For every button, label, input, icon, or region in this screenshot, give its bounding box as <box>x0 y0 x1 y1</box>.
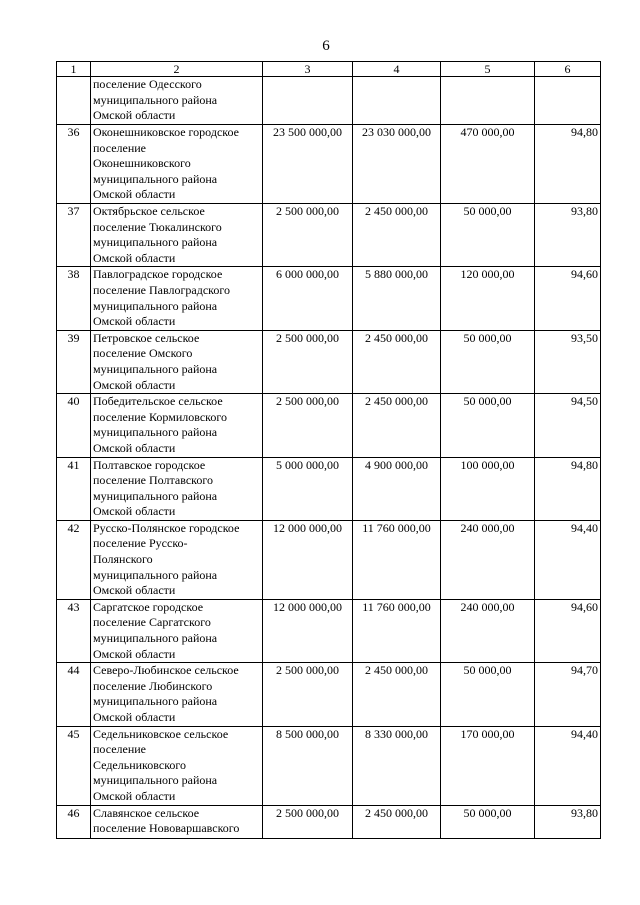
amount-col5: 240 000,00 <box>441 520 535 599</box>
settlement-name-line: муниципального района <box>93 773 218 788</box>
settlement-name-line: муниципального района <box>93 488 218 503</box>
settlement-name <box>91 77 263 125</box>
settlement-name <box>91 204 263 267</box>
table-row <box>57 457 601 520</box>
row-number: 36 <box>57 125 91 204</box>
settlement-name-line: Омской области <box>93 250 176 265</box>
settlement-name-line: муниципального района <box>93 425 218 440</box>
amount-col5: 170 000,00 <box>441 726 535 805</box>
amount-col5: 100 000,00 <box>441 457 535 520</box>
amount-col3 <box>263 77 353 125</box>
amount-col3: 2 500 000,00 <box>263 805 353 838</box>
settlement-name-line: Славянское сельское <box>93 805 200 820</box>
settlement-name-line: поселение <box>93 140 147 155</box>
amount-col4: 11 760 000,00 <box>353 520 441 599</box>
amount-col4: 8 330 000,00 <box>353 726 441 805</box>
percent-value: 93,50 <box>535 330 601 393</box>
settlement-name <box>91 125 263 204</box>
amount-col5: 50 000,00 <box>441 204 535 267</box>
row-number: 45 <box>57 726 91 805</box>
amount-col3: 12 000 000,00 <box>263 520 353 599</box>
row-number: 44 <box>57 663 91 726</box>
amount-col5: 50 000,00 <box>441 663 535 726</box>
settlement-name-line: Павлоградское городское <box>93 267 223 282</box>
row-number <box>57 77 91 125</box>
table-row <box>57 204 601 267</box>
amount-col3: 2 500 000,00 <box>263 663 353 726</box>
amount-col4: 5 880 000,00 <box>353 267 441 330</box>
table-row <box>57 267 601 330</box>
settlement-name-line: Оконешниковского <box>93 156 191 171</box>
settlement-name-line: муниципального района <box>93 235 218 250</box>
row-number: 39 <box>57 330 91 393</box>
row-number: 37 <box>57 204 91 267</box>
settlement-name-line: Октябрьское сельское <box>93 204 205 218</box>
settlement-name-line: поселение Нововаршавского <box>93 821 240 836</box>
column-header: 5 <box>441 62 535 77</box>
amount-col4: 2 450 000,00 <box>353 394 441 457</box>
settlement-name-line: муниципального района <box>93 567 218 582</box>
settlement-name-line: Саргатское городское <box>93 599 204 614</box>
column-header: 2 <box>91 62 263 77</box>
percent-value: 94,40 <box>535 726 601 805</box>
settlement-name-line: Омской области <box>93 710 176 725</box>
row-number: 40 <box>57 394 91 457</box>
amount-col5 <box>441 77 535 125</box>
settlement-name <box>91 267 263 330</box>
settlement-name-line: поселение Полтавского <box>93 473 213 488</box>
settlement-name <box>91 330 263 393</box>
amount-col4: 2 450 000,00 <box>353 663 441 726</box>
settlement-name-line: Северо-Любинское сельское <box>93 663 239 678</box>
row-number: 46 <box>57 805 91 838</box>
amount-col4: 11 760 000,00 <box>353 599 441 662</box>
settlement-name-line: Омской области <box>93 187 176 202</box>
settlement-name-line: Полтавское городское <box>93 457 206 472</box>
column-header: 3 <box>263 62 353 77</box>
row-number: 43 <box>57 599 91 662</box>
settlement-name-line: Полянского <box>93 552 153 567</box>
settlement-name-line: муниципального района <box>93 361 218 376</box>
settlement-name <box>91 520 263 599</box>
settlement-name-line: поселение Омского <box>93 346 193 361</box>
column-header: 4 <box>353 62 441 77</box>
settlement-name-line: муниципального района <box>93 92 218 107</box>
table-row <box>57 520 601 599</box>
distribution-table <box>56 61 601 839</box>
amount-col3: 12 000 000,00 <box>263 599 353 662</box>
table-row <box>57 125 601 204</box>
settlement-name-line: Седельниковское сельское <box>93 726 229 741</box>
table-row <box>57 805 601 838</box>
settlement-name-line: Победительское сельское <box>93 394 223 409</box>
settlement-name-line: Омской области <box>93 108 176 123</box>
settlement-name-line: поселение Павлоградского <box>93 282 231 297</box>
settlement-name-line: Оконешниковское городское <box>93 125 239 139</box>
settlement-name-line: муниципального района <box>93 631 218 646</box>
table-row <box>57 663 601 726</box>
percent-value: 94,40 <box>535 520 601 599</box>
column-header: 1 <box>57 62 91 77</box>
settlement-name-line: поселение Саргатского <box>93 615 211 630</box>
table-row <box>57 394 601 457</box>
settlement-name <box>91 663 263 726</box>
settlement-name-line: Седельниковского <box>93 757 187 772</box>
settlement-name-line: Омской области <box>93 440 176 455</box>
amount-col5: 120 000,00 <box>441 267 535 330</box>
settlement-name <box>91 805 263 838</box>
settlement-name-line: Омской области <box>93 377 176 392</box>
settlement-name <box>91 457 263 520</box>
percent-value: 93,80 <box>535 805 601 838</box>
table-header-row <box>57 62 601 77</box>
amount-col5: 50 000,00 <box>441 394 535 457</box>
amount-col4 <box>353 77 441 125</box>
settlement-name-line: Омской области <box>93 504 176 519</box>
row-number: 42 <box>57 520 91 599</box>
amount-col3: 5 000 000,00 <box>263 457 353 520</box>
settlement-name <box>91 599 263 662</box>
amount-col3: 2 500 000,00 <box>263 330 353 393</box>
table-row-continuation <box>57 77 601 125</box>
percent-value: 94,80 <box>535 457 601 520</box>
amount-col4: 2 450 000,00 <box>353 330 441 393</box>
settlement-name-line: муниципального района <box>93 694 218 709</box>
settlement-name-line: поселение Одесского <box>93 77 202 91</box>
table-row <box>57 726 601 805</box>
settlement-name <box>91 394 263 457</box>
settlement-name-line: Омской области <box>93 583 176 598</box>
amount-col4: 4 900 000,00 <box>353 457 441 520</box>
settlement-name-line: поселение Русско- <box>93 536 188 551</box>
settlement-name-line: поселение Тюкалинского <box>93 219 222 234</box>
percent-value: 94,50 <box>535 394 601 457</box>
settlement-name <box>91 726 263 805</box>
settlement-name-line: поселение Любинского <box>93 678 213 693</box>
amount-col5: 470 000,00 <box>441 125 535 204</box>
settlement-name-line: поселение Кормиловского <box>93 409 227 424</box>
settlement-name-line: Петровское сельское <box>93 330 200 345</box>
column-header: 6 <box>535 62 601 77</box>
amount-col5: 50 000,00 <box>441 805 535 838</box>
percent-value: 94,60 <box>535 599 601 662</box>
table-row <box>57 599 601 662</box>
amount-col3: 6 000 000,00 <box>263 267 353 330</box>
row-number: 38 <box>57 267 91 330</box>
percent-value: 94,60 <box>535 267 601 330</box>
amount-col3: 23 500 000,00 <box>263 125 353 204</box>
page-number: 6 <box>322 38 330 54</box>
settlement-name-line: Русско-Полянское городское <box>93 520 240 535</box>
row-number: 41 <box>57 457 91 520</box>
table-row <box>57 330 601 393</box>
percent-value: 93,80 <box>535 204 601 267</box>
amount-col4: 2 450 000,00 <box>353 805 441 838</box>
amount-col5: 50 000,00 <box>441 330 535 393</box>
percent-value: 94,70 <box>535 663 601 726</box>
settlement-name-line: Омской области <box>93 789 176 803</box>
amount-col3: 2 500 000,00 <box>263 204 353 267</box>
settlement-name-line: муниципального района <box>93 171 218 186</box>
amount-col3: 8 500 000,00 <box>263 726 353 805</box>
amount-col3: 2 500 000,00 <box>263 394 353 457</box>
settlement-name-line: поселение <box>93 742 147 757</box>
settlement-name-line: Омской области <box>93 314 176 329</box>
settlement-name-line: муниципального района <box>93 298 218 313</box>
amount-col4: 2 450 000,00 <box>353 204 441 267</box>
amount-col5: 240 000,00 <box>441 599 535 662</box>
amount-col4: 23 030 000,00 <box>353 125 441 204</box>
percent-value: 94,80 <box>535 125 601 204</box>
settlement-name-line: Омской области <box>93 646 176 661</box>
percent-value <box>535 77 601 125</box>
